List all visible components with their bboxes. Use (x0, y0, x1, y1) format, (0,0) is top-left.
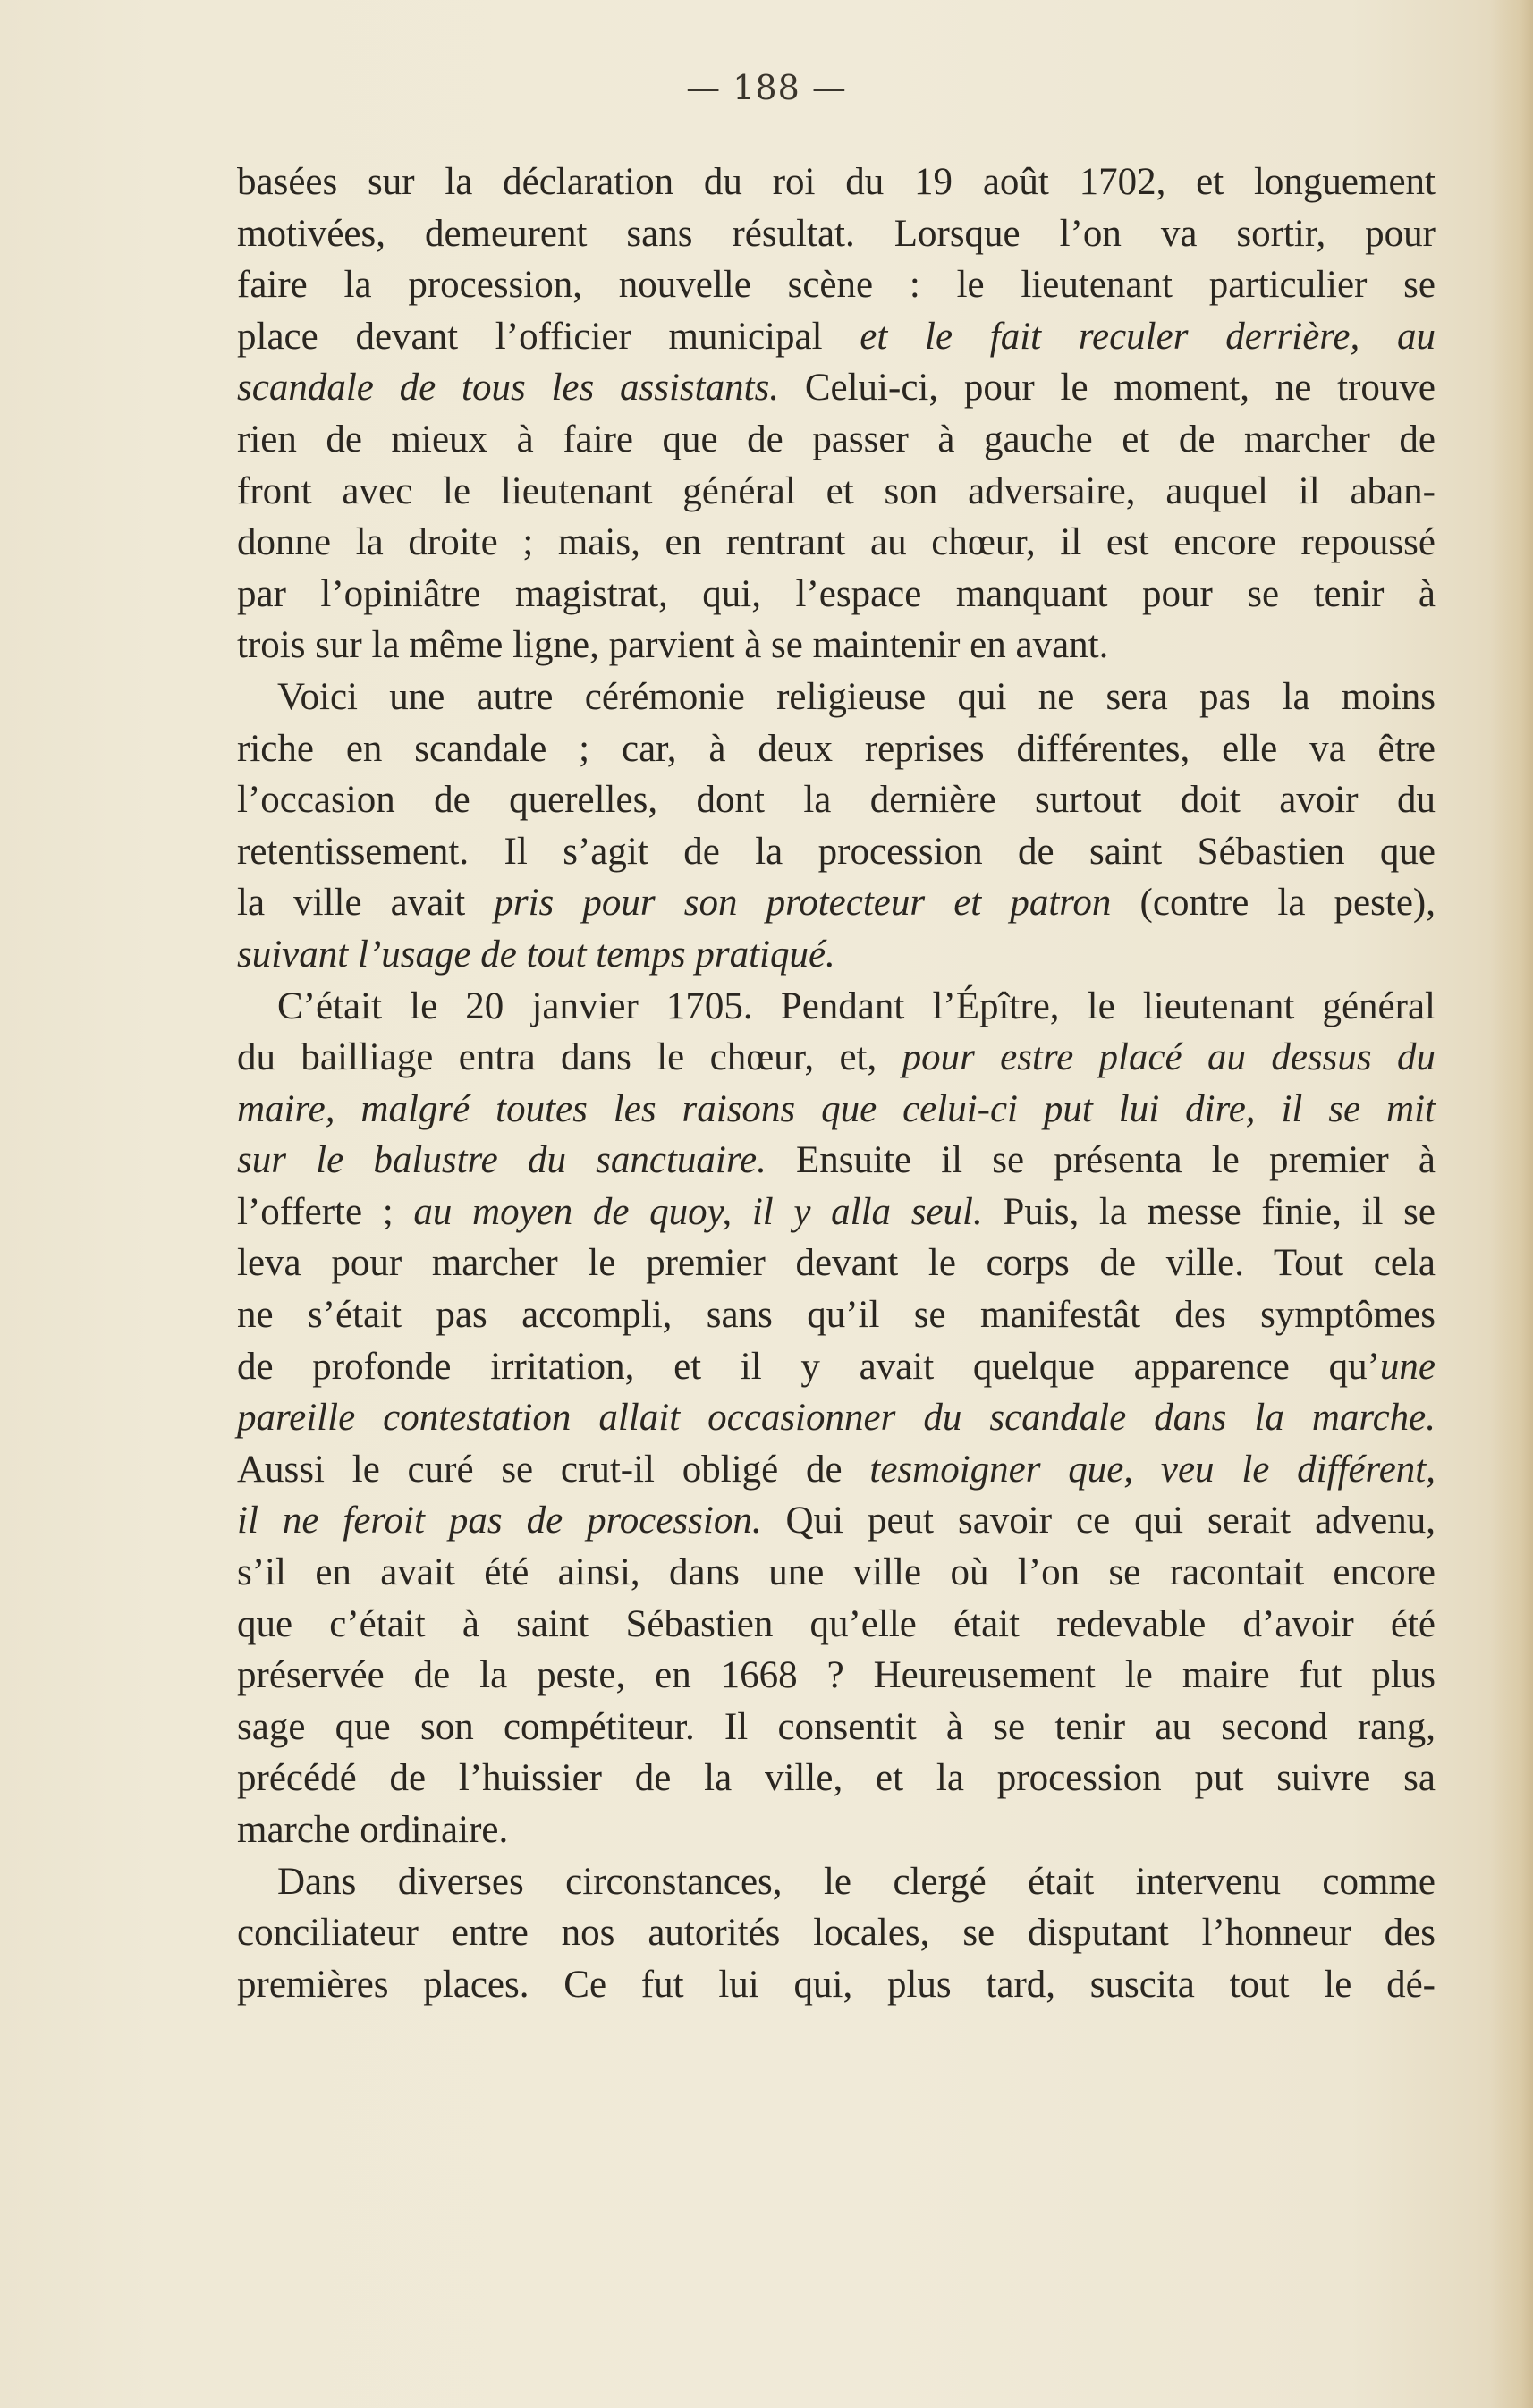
text-line (237, 1392, 1436, 1444)
text-run: sage que son compétiteur. Il consentit à se tenir au second rang, (237, 1705, 1436, 1748)
text-line (237, 1289, 1436, 1341)
text-line (237, 1032, 1436, 1084)
text-run: faire la procession, nouvelle scène : le lieutenant particulier se (237, 264, 1436, 307)
text-run: marche ordinaire. (237, 1809, 509, 1851)
text-line (237, 723, 1436, 775)
text-run: Puis, la messe finie, il se (982, 1190, 1436, 1233)
text-line (237, 208, 1436, 260)
italic-text: et le fait reculer derrière, au (860, 315, 1436, 358)
text-run: conciliateur entre nos autorités locales, se disputant l’honneur des (237, 1912, 1436, 1955)
text-run: du bailliage entra dans le chœur, et, (237, 1036, 902, 1079)
text-line (237, 259, 1436, 311)
text-run: s’il en avait été ainsi, dans une ville où l’on se racontait encore (237, 1551, 1436, 1594)
italic-text: pris pour son protecteur et patron (494, 882, 1112, 925)
text-run: l’offerte ; (237, 1190, 414, 1233)
text-line (237, 1753, 1436, 1804)
text-run: riche en scandale ; car, à deux reprises différentes, elle va être (237, 727, 1436, 770)
text-line (237, 672, 1436, 723)
text-line (237, 1547, 1436, 1599)
text-line (237, 620, 1436, 672)
text-line (237, 1856, 1436, 1908)
italic-text: tesmoigner que, veu le différent, (869, 1448, 1436, 1491)
text-run: leva pour marcher le premier devant le corps de ville. Tout cela (237, 1242, 1436, 1285)
text-line (237, 826, 1436, 878)
text-line (237, 1238, 1436, 1289)
page-number: — 188 — (686, 68, 847, 107)
text-line (237, 414, 1436, 466)
text-run: l’occasion de querelles, dont la dernière surtout doit avoir du (237, 779, 1436, 822)
text-run: basées sur la déclaration du roi du 19 août 1702, et longuement (237, 161, 1436, 203)
text-run: C’était le 20 janvier 1705. Pendant l’Épître, le lieutenant général (277, 984, 1436, 1027)
text-line (237, 877, 1436, 929)
text-line (237, 981, 1436, 1033)
text-run: Celui-ci, pour le moment, ne trouve (779, 367, 1436, 410)
text-run: motivées, demeurent sans résultat. Lorsque l’on va sortir, pour (237, 212, 1436, 255)
text-line (237, 517, 1436, 569)
text-run: place devant l’officier municipal (237, 315, 860, 358)
italic-text: suivant l’usage de tout temps pratiqué. (237, 933, 835, 976)
text-run: préservée de la peste, en 1668 ? Heureusement le maire fut plus (237, 1654, 1436, 1697)
italic-text: scandale de tous les assistants. (237, 367, 780, 410)
text-line (237, 1959, 1436, 2011)
text-run: Voici une autre cérémonie religieuse qui ne sera pas la moins (277, 675, 1436, 718)
text-run: donne la droite ; mais, en rentrant au chœur, il est encore repoussé (237, 521, 1436, 564)
text-run: Dans diverses circonstances, le clergé était intervenu comme (277, 1860, 1436, 1903)
text-run: Aussi le curé se crut-il obligé de (237, 1448, 870, 1491)
text-run: ne s’était pas accompli, sans qu’il se manifestât des symptômes (237, 1294, 1436, 1337)
text-line (237, 569, 1436, 621)
text-line (237, 1907, 1436, 1959)
text-line (237, 311, 1436, 363)
text-line (237, 466, 1436, 518)
text-line (237, 1650, 1436, 1702)
text-line (237, 1187, 1436, 1238)
text-run: de profonde irritation, et il y avait quelque apparence qu’ (237, 1345, 1380, 1388)
italic-text: il ne feroit pas de procession. (237, 1500, 762, 1542)
text-line (237, 1084, 1436, 1136)
page-edge-shadow (1490, 0, 1533, 2408)
text-line (237, 1341, 1436, 1393)
text-line (237, 1804, 1436, 1856)
italic-text: maire, malgré toutes les raisons que celui-ci put lui dire, il se mit (237, 1087, 1436, 1130)
italic-text: au moyen de quoy, il y alla seul. (413, 1190, 983, 1233)
italic-text: une (1379, 1345, 1436, 1388)
text-run: que c’était à saint Sébastien qu’elle était redevable d’avoir été (237, 1602, 1436, 1645)
text-line (237, 156, 1436, 208)
text-line (237, 1495, 1436, 1547)
text-run: Qui peut savoir ce qui serait advenu, (761, 1500, 1436, 1542)
italic-text: pareille contestation allait occasionner du scandale dans la marche. (237, 1397, 1436, 1440)
text-line (237, 1444, 1436, 1496)
text-run: par l’opiniâtre magistrat, qui, l’espace manquant pour se tenir à (237, 572, 1436, 615)
text-run: trois sur la même ligne, parvient à se maintenir en avant. (237, 624, 1109, 667)
text-line (237, 929, 1436, 981)
text-line (237, 774, 1436, 826)
text-line (237, 1702, 1436, 1753)
text-run: premières places. Ce fut lui qui, plus tard, suscita tout le dé- (237, 1963, 1436, 2006)
text-line (237, 1135, 1436, 1187)
text-run: retentissement. Il s’agit de la procession de saint Sébastien que (237, 830, 1436, 873)
body-text (237, 156, 1436, 2010)
text-run: Ensuite il se présenta le premier à (766, 1139, 1436, 1182)
text-line (237, 362, 1436, 414)
italic-text: pour estre placé au dessus du (902, 1036, 1436, 1079)
text-run: front avec le lieutenant général et son adversaire, auquel il aban- (237, 469, 1436, 512)
text-run: précédé de l’huissier de la ville, et la procession put suivre sa (237, 1757, 1436, 1800)
italic-text: sur le balustre du sanctuaire. (237, 1139, 766, 1182)
text-run: (contre la peste), (1111, 882, 1436, 925)
text-run: rien de mieux à faire que de passer à gauche et de marcher de (237, 418, 1436, 460)
text-line (237, 1599, 1436, 1651)
text-run: la ville avait (237, 882, 495, 925)
